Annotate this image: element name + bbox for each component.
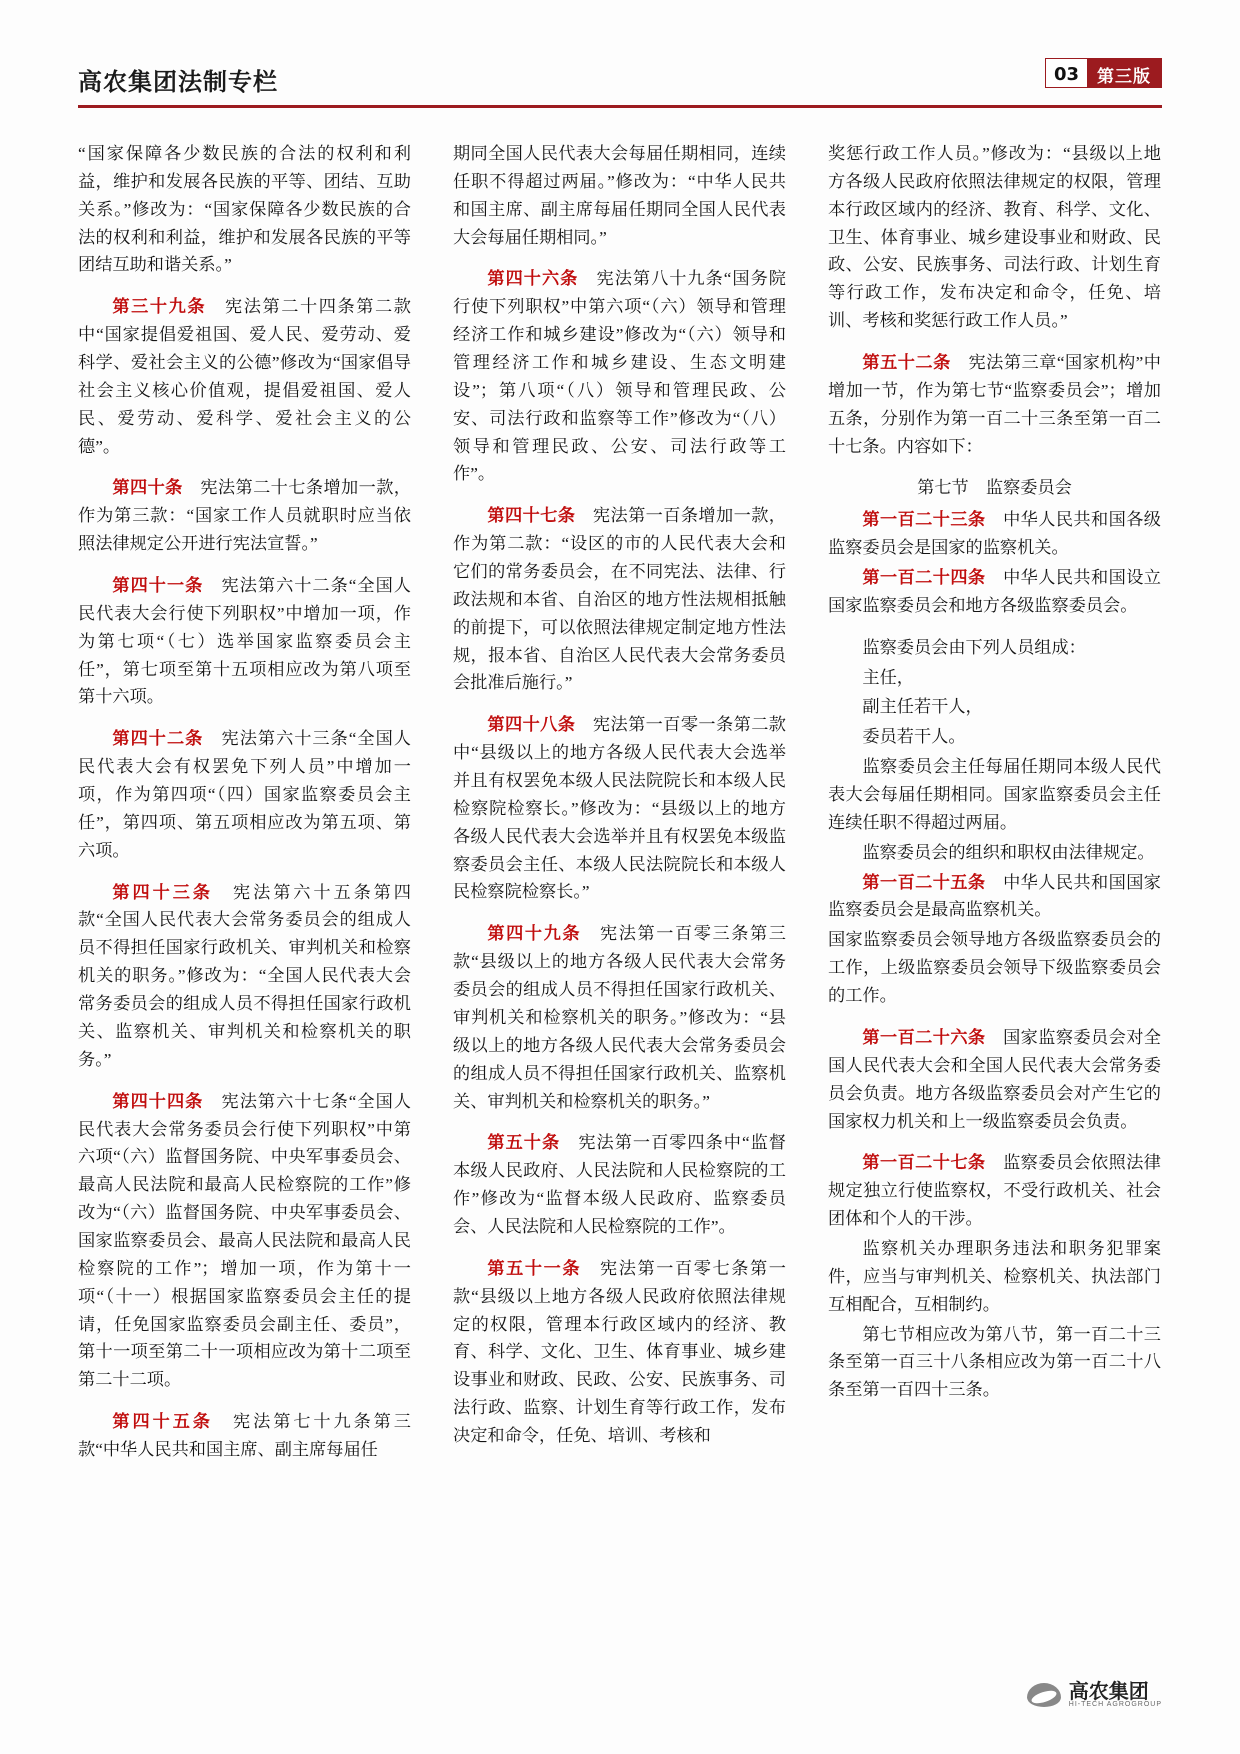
paragraph — [453, 920, 786, 1115]
article-label: 第五十二条 — [862, 353, 951, 373]
article-label: 第四十条 — [112, 478, 183, 498]
paragraph: 副主任若干人， — [862, 697, 983, 717]
paragraph: 监察委员会主任每届任期同本级人民代表大会每届任期相同。国家监察委员会主任连续任职不得超过两届。 — [828, 757, 1161, 832]
article-label: 第四十五条 — [112, 1412, 213, 1432]
article-text: 中华人民共和国各级监察委员会是国家的监察机关。 — [828, 510, 1161, 558]
article-label: 第一百二十五条 — [862, 872, 986, 892]
column-1 — [78, 140, 411, 1634]
page-label: 第三版 — [1087, 59, 1161, 87]
article-label: 第一百二十六条 — [862, 1027, 986, 1047]
paragraph: “国家保障各少数民族的合法的权利和利益，维护和发展各民族的平等、团结、互助关系。”修改为：“国家保障各少数民族的合法的权利和利益，维护和发展各民族的平等团结互助和谐关系。” — [78, 144, 411, 275]
column-3 — [828, 140, 1161, 1634]
group-logo-icon — [1027, 1683, 1061, 1707]
article-columns — [78, 140, 1162, 1634]
article-label: 第四十六条 — [487, 269, 579, 289]
paragraph — [453, 1129, 786, 1240]
logo-subtitle: HI-TECH AGROGROUP — [1068, 1701, 1162, 1708]
page-header — [78, 56, 1162, 106]
article-text: 宪法第六十三条“全国人民代表大会有权罢免下列人员”中增加一项，作为第四项“（四）国家监察委员会主任”，第四项、第五项相应改为第五项、第六项。 — [78, 729, 411, 860]
article-text: 宪法第一百零四条中“监督本级人民政府、人民法院和人民检察院的工作”修改为“监督本级人民政府、监察委员会、人民法院和人民检察院的工作”。 — [453, 1133, 786, 1236]
paragraph: 委员若干人。 — [862, 727, 966, 747]
paragraph: 期同全国人民代表大会每届任期相同，连续任职不得超过两届。”修改为：“中华人民共和国主席、副主席每届任期同全国人民代表大会每届任期相同。” — [453, 144, 786, 247]
page-number-badge — [1045, 58, 1162, 88]
article-text: 宪法第二十四条第二款中“国家提倡爱祖国、爱人民、爱劳动、爱科学、爱社会主义的公德”修改为“国家倡导社会主义核心价值观，提倡爱祖国、爱人民、爱劳动、爱科学、爱社会主义的公德”。 — [78, 297, 411, 456]
article-text: 监察委员会依照法律规定独立行使监察权，不受行政机关、社会团体和个人的干涉。 — [828, 1153, 1161, 1229]
article-text: 中华人民共和国国家监察委员会是最高监察机关。 — [828, 872, 1161, 920]
article-label: 第四十一条 — [112, 576, 204, 596]
page-number: 03 — [1046, 59, 1087, 87]
article-label: 第五十条 — [487, 1133, 561, 1153]
paragraph — [78, 1088, 411, 1394]
paragraph — [828, 1024, 1161, 1135]
article-label: 第四十三条 — [112, 882, 213, 902]
paragraph — [828, 1149, 1161, 1233]
paragraph — [78, 879, 411, 1074]
article-label: 第一百二十七条 — [862, 1153, 986, 1173]
article-label: 第三十九条 — [112, 297, 207, 317]
paragraph — [453, 265, 786, 488]
article-text: 宪法第六十二条“全国人民代表大会行使下列职权”中增加一项，作为第七项“（七）选举国家监察委员会主任”，第七项至第十五项相应改为第八项至第十六项。 — [78, 576, 411, 707]
paragraph: 第七节相应改为第八节，第一百二十三条至第一百三十八条相应改为第一百二十八条至第一百四十三条。 — [828, 1324, 1161, 1400]
paragraph — [453, 711, 786, 906]
article-label: 第一百二十四条 — [862, 568, 986, 588]
paragraph: 监察机关办理职务违法和职务犯罪案件，应当与审判机关、检察机关、执法部门互相配合，互相制约。 — [828, 1238, 1161, 1314]
paragraph — [453, 502, 786, 697]
paragraph: 国家监察委员会领导地方各级监察委员会的工作，上级监察委员会领导下级监察委员会的工作。 — [828, 930, 1161, 1006]
paragraph: 奖惩行政工作人员。”修改为：“县级以上地方各级人民政府依照法律规定的权限，管理本行政区域内的经济、教育、科学、文化、卫生、体育事业、城乡建设事业和财政、民政、公安、民族事务、司法行政、计划生育等行政工作，发布决定和命令，任免、培训、考核和奖惩行政工作人员。” — [828, 144, 1161, 331]
article-text: 宪法第一百零七条第一款“县级以上地方各级人民政府依照法律规定的权限，管理本行政区域内的经济、教育、科学、文化、卫生、体育事业、城乡建设事业和财政、民政、公安、民族事务、司法行政、监察、计划生育等行政工作，发布决定和命令，任免、培训、考核和 — [453, 1258, 786, 1445]
paragraph — [828, 564, 1161, 620]
logo-name: 高农集团 — [1068, 1679, 1149, 1703]
article-text: 宪法第一百条增加一款，作为第二款：“设区的市的人民代表大会和它们的常务委员会，在不同宪法、法律、行政法规和本省、自治区的地方性法规相抵触的前提下，可以依照法律规定制定地方性法规，报本省、自治区人民代表大会常务委员会批准后施行。” — [453, 506, 786, 693]
article-text: 宪法第一百零一条第二款中“县级以上的地方各级人民代表大会选举并且有权罢免本级人民法院院长和本级人民检察院检察长。”修改为：“县级以上的地方各级人民代表大会选举并且有权罢免本级监察委员会主任、本级人民法院院长和本级人民检察院检察长。” — [453, 715, 786, 902]
article-label: 第一百二十三条 — [862, 510, 986, 530]
article-label: 第四十二条 — [112, 729, 204, 749]
paragraph — [78, 474, 411, 558]
article-text: 宪法第八十九条“国务院行使下列职权”中第六项“（六）领导和管理经济工作和城乡建设”修改为“（六）领导和管理经济工作和城乡建设、生态文明建设”；第八项“（八）领导和管理民政、公安、司法行政和监察等工作”修改为“（八）领导和管理民政、公安、司法行政等工作”。 — [453, 269, 786, 484]
article-label: 第五十一条 — [487, 1258, 582, 1278]
article-text: 宪法第三章“国家机构”中增加一节，作为第七节“监察委员会”；增加五条，分别作为第一百二十三条至第一百二十七条。内容如下： — [828, 353, 1161, 456]
paragraph — [828, 349, 1161, 460]
article-text: 宪法第六十五条第四款“全国人民代表大会常务委员会的组成人员不得担任国家行政机关、审判机关和检察机关的职务。”修改为：“全国人民代表大会常务委员会的组成人员不得担任国家行政机关、监察机关、审判机关和检察机关的职务。” — [78, 882, 411, 1069]
column-2 — [453, 140, 786, 1634]
page-title: 高农集团法制专栏 — [78, 68, 278, 96]
article-label: 第四十四条 — [112, 1091, 204, 1111]
paragraph — [453, 1255, 786, 1450]
header-divider — [78, 105, 1162, 108]
article-label: 第四十八条 — [487, 715, 576, 735]
article-text: 宪法第二十七条增加一款，作为第三款：“国家工作人员就职时应当依照法律规定公开进行宪法宣誓。” — [78, 478, 411, 554]
article-text: 国家监察委员会对全国人民代表大会和全国人民代表大会常务委员会负责。地方各级监察委员会对产生它的国家权力机关和上一级监察委员会负责。 — [828, 1027, 1161, 1131]
paragraph — [78, 572, 411, 711]
article-text: 宪法第六十七条“全国人民代表大会常务委员会行使下列职权”中第六项“（六）监督国务院、中央军事委员会、最高人民法院和最高人民检察院的工作”修改为“（六）监督国务院、中央军事委员会、国家监察委员会、最高人民法院和最高人民检察院的工作”；增加一项，作为第十一项“（十一）根据国家监察委员会主任的提请，任免国家监察委员会副主任、委员”，第十一项至第二十一项相应改为第十二项至第二十二项。 — [78, 1091, 411, 1390]
paragraph — [78, 725, 411, 864]
paragraph: 监察委员会的组织和职权由法律规定。 — [862, 842, 1155, 862]
footer-logo — [1027, 1681, 1162, 1708]
paragraph: 主任， — [862, 667, 914, 687]
article-label: 第四十七条 — [487, 506, 576, 526]
article-text: 宪法第一百零三条第三款“县级以上的地方各级人民代表大会常务委员会的组成人员不得担任国家行政机关、审判机关和检察机关的职务。”修改为：“县级以上的地方各级人民代表大会常务委员会的组成人员不得担任国家行政机关、监察机关、审判机关和检察机关的职务。” — [453, 924, 786, 1111]
paragraph: 监察委员会由下列人员组成： — [862, 637, 1086, 657]
paragraph — [828, 506, 1161, 562]
paragraph — [78, 1408, 411, 1464]
paragraph — [78, 293, 411, 460]
paragraph — [828, 869, 1161, 925]
article-label: 第四十九条 — [487, 924, 582, 944]
article-text: 宪法第七十九条第三款“中华人民共和国主席、副主席每届任 — [78, 1412, 411, 1459]
article-text: 中华人民共和国设立国家监察委员会和地方各级监察委员会。 — [828, 568, 1161, 615]
section-heading: 第七节 监察委员会 — [917, 478, 1072, 498]
